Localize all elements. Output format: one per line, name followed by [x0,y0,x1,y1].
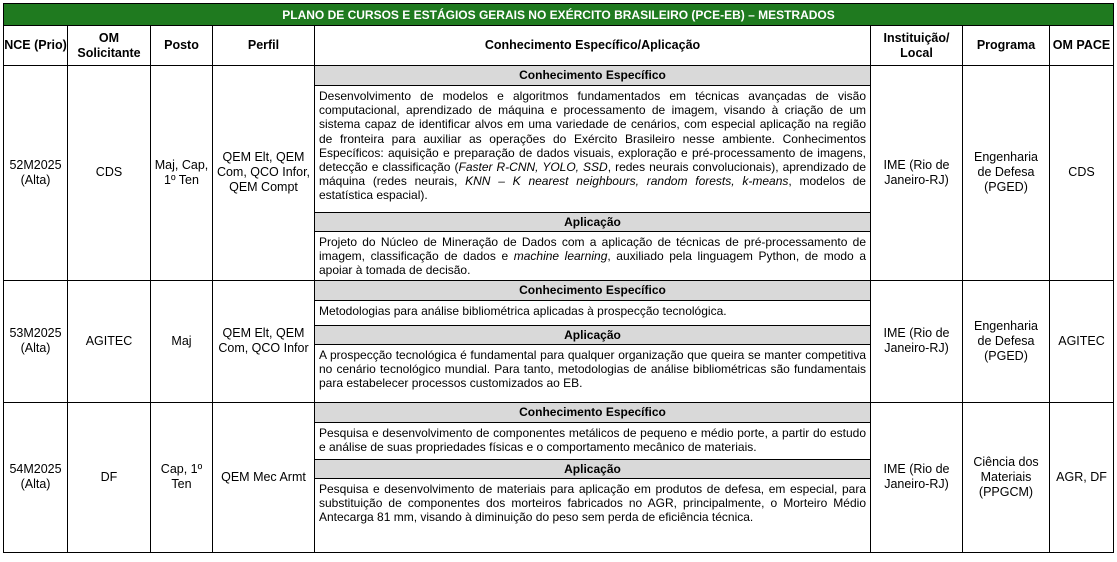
cell-posto: Maj, Cap, 1º Ten [151,66,213,281]
table-row [4,280,1114,402]
aplicacao-heading: Aplicação [315,325,870,345]
header-perfil: Perfil [213,26,315,66]
header-conhecimento: Conhecimento Específico/Aplicação [315,26,871,66]
cell-programa: Engenharia de Defesa (PGED) [963,280,1050,402]
conhecimento-heading: Conhecimento Específico [315,66,870,86]
cell-conhecimento [315,280,871,402]
conhecimento-text: Metodologias para análise bibliométrica aplicadas à prospecção tecnológica. [319,303,727,318]
cell-perfil: QEM Mec Armt [213,402,315,552]
cell-om-pace: CDS [1050,66,1114,281]
cell-om: DF [68,402,151,552]
header-posto: Posto [151,26,213,66]
courses-table [3,3,1114,553]
aplicacao-text: A prospecção tecnológica é fundamental para qualquer organização que queira se manter competitiva no cenário tecnológico mundial. Para tanto, metodologias de análise bibliométricas são fundamentais para estabelecer processos customizados ao EB. [319,347,866,391]
conhecimento-heading: Conhecimento Específico [315,403,870,423]
conhecimento-text: Pesquisa e desenvolvimento de componentes metálicos de pequeno e médio porte, a partir do estudo e análise de suas propriedades físicas e o comportamento mecânico de materiais. [319,425,866,454]
header-om-pace: OM PACE [1050,26,1114,66]
header-nce: NCE (Prio) [4,26,68,66]
cell-posto: Cap, 1º Ten [151,402,213,552]
cell-nce: 53M2025 (Alta) [4,280,68,402]
cell-programa: Ciência dos Materiais (PPGCM) [963,402,1050,552]
cell-conhecimento [315,66,871,281]
table-row [4,66,1114,281]
cell-om: AGITEC [68,280,151,402]
cell-perfil: QEM Elt, QEM Com, QCO Infor [213,280,315,402]
cell-instituicao: IME (Rio de Janeiro-RJ) [871,402,963,552]
cell-conhecimento [315,402,871,552]
cell-posto: Maj [151,280,213,402]
header-om-solicitante: OM Solicitante [68,26,151,66]
cell-instituicao: IME (Rio de Janeiro-RJ) [871,66,963,281]
header-instituicao: Instituição/ Local [871,26,963,66]
cell-instituicao: IME (Rio de Janeiro-RJ) [871,280,963,402]
conhecimento-heading: Conhecimento Específico [315,281,870,301]
cell-programa: Engenharia de Defesa (PGED) [963,66,1050,281]
table-row [4,402,1114,552]
cell-om-pace: AGITEC [1050,280,1114,402]
cell-om: CDS [68,66,151,281]
cell-om-pace: AGR, DF [1050,402,1114,552]
header-programa: Programa [963,26,1050,66]
aplicacao-text: Pesquisa e desenvolvimento de materiais para aplicação em produtos de defesa, em especial, para substituição de componentes dos morteiros fabricados no AGR, principalmente, o Morteiro Médio Antecarga 81 mm, visando à diminuição do peso sem perda de eficiência técnica. [319,481,866,525]
aplicacao-text: Projeto do Núcleo de Mineração de Dados com a aplicação de técnicas de pré-processamento de imagem, classificação de dados e machine learning, auxiliado pela linguagem Python, de modo a apoiar à tomada de decisão. [319,235,866,278]
aplicacao-heading: Aplicação [315,212,870,232]
cell-nce: 52M2025 (Alta) [4,66,68,281]
conhecimento-text: Desenvolvimento de modelos e algoritmos fundamentados em técnicas avançadas de visão computacional, aprendizado de máquina e processamento de imagem, visando à criação de um sistema capaz de identificar alvos em uma variedade de cenários, com especial aplicação na região de fronteira para auxiliar as operações do Exército Brasileiro nesse ambiente. Conhecimentos Específicos: aquisição e preparação de dados visuais, exploração e pré-processamento de imagens, detecção e classificação (Faster R-CNN, YOLO, SSD, redes neurais convolucionais), aprendizado de máquina (redes neurais, KNN – K nearest neighbours, random forests, k-means, modelos de estatística espacial). [319,89,867,203]
table-title: PLANO DE CURSOS E ESTÁGIOS GERAIS NO EXÉRCITO BRASILEIRO (PCE-EB) – MESTRADOS [4,4,1114,26]
cell-perfil: QEM Elt, QEM Com, QCO Infor, QEM Compt [213,66,315,281]
aplicacao-heading: Aplicação [315,459,870,479]
cell-nce: 54M2025 (Alta) [4,402,68,552]
